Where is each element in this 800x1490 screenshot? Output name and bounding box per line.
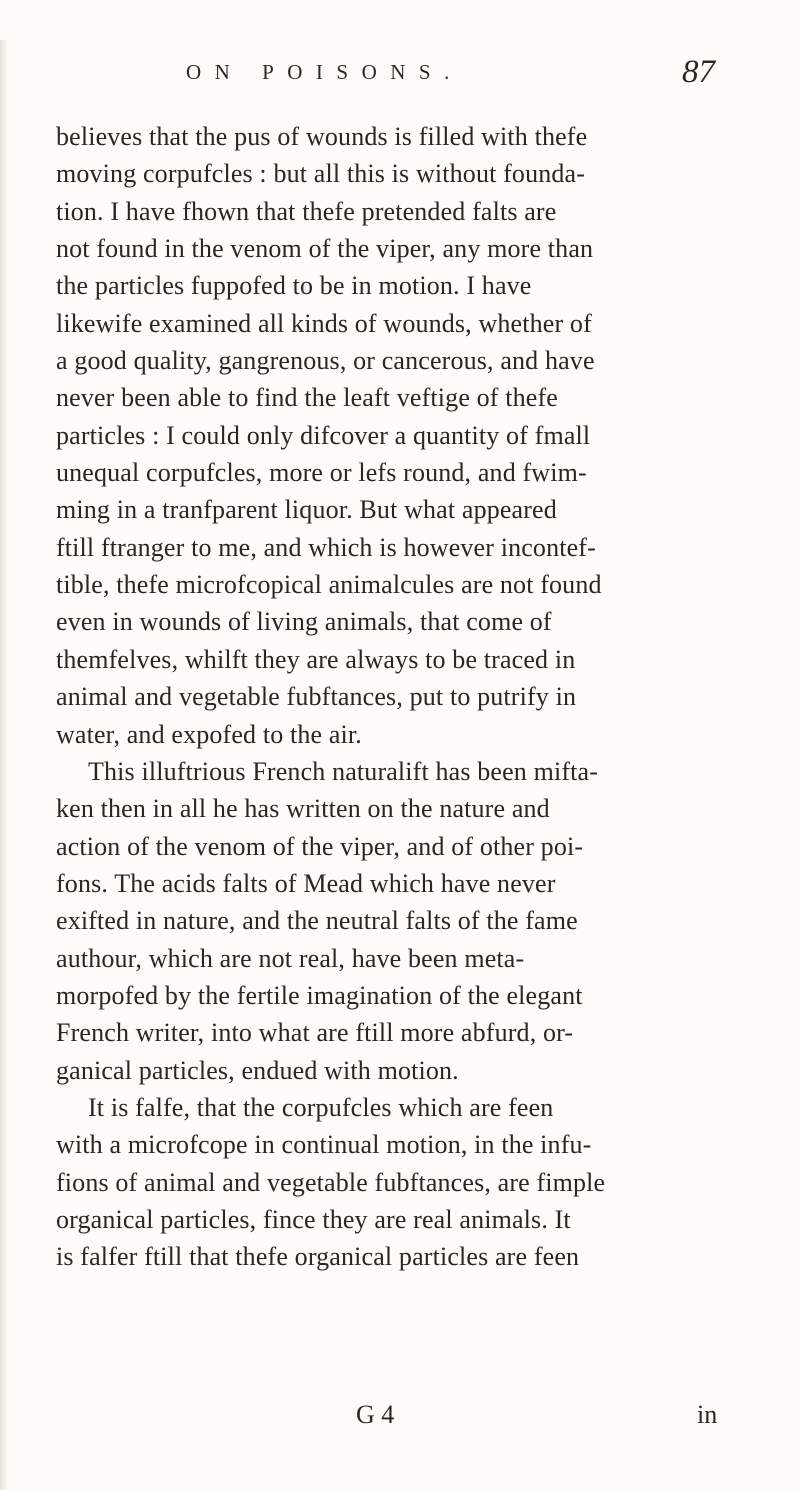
- text-line: unequal corpufcles, more or lefs round, and fwim-: [56, 458, 587, 488]
- body-text: [56, 118, 776, 1276]
- binding-shadow: [0, 40, 8, 1490]
- text-line: action of the venom of the viper, and of other poi-: [56, 831, 584, 861]
- text-line: fons. The acids falts of Mead which have never: [56, 868, 556, 898]
- text-line: morpofed by the fertile imagination of the elegant: [56, 980, 583, 1010]
- text-line: likewife examined all kinds of wounds, whether of: [56, 308, 592, 338]
- text-line: ken then in all he has written on the nature and: [56, 794, 550, 824]
- text-line: organical particles, fince they are real animals. It: [56, 1204, 571, 1234]
- text-line: a good quality, gangrenous, or cancerous, and have: [56, 346, 595, 376]
- text-line: the particles fuppofed to be in motion. I have: [56, 271, 532, 301]
- text-line: believes that the pus of wounds is filled with thefe: [56, 122, 588, 151]
- text-line: French writer, into what are ftill more abfurd, or-: [56, 1018, 574, 1048]
- text-line: even in wounds of living animals, that come of: [56, 607, 552, 637]
- text-line: fions of animal and vegetable fubftances, are fimple: [56, 1167, 606, 1197]
- text-line: not found in the venom of the viper, any more than: [56, 234, 594, 264]
- text-line: ganical particles, endued with motion.: [56, 1055, 459, 1085]
- text-line: ming in a tranfparent liquor. But what appeared: [56, 495, 557, 525]
- text-line: ftill ftranger to me, and which is however incontef-: [56, 532, 596, 562]
- text-line: moving corpufcles : but all this is without founda-: [56, 159, 586, 189]
- text-line: authour, which are not real, have been meta-: [56, 943, 525, 973]
- catchword: in: [697, 1400, 718, 1429]
- running-head: [0, 54, 800, 94]
- page-footer: [0, 1396, 800, 1436]
- running-title: ON POISONS.: [186, 60, 463, 84]
- text-line: themfelves, whilft they are always to be traced in: [56, 644, 576, 674]
- signature-mark: G 4: [356, 1400, 395, 1429]
- text-line: is falfer ftill that thefe organical particles are feen: [56, 1242, 580, 1272]
- text-line: tion. I have fhown that thefe pretended falts are: [56, 196, 557, 226]
- text-line: with a microfcope in continual motion, in the infu-: [56, 1130, 592, 1160]
- text-line: never been able to find the leaft veftige of thefe: [56, 383, 558, 413]
- text-line: particles : I could only difcover a quantity of fmall: [56, 420, 591, 450]
- paragraph-start-line: This illuftrious French naturalift has been mifta-: [88, 756, 599, 786]
- paragraph-start-line: It is falfe, that the corpufcles which are feen: [88, 1092, 554, 1122]
- text-line: animal and vegetable fubftances, put to putrify in: [56, 682, 577, 712]
- text-line: exifted in nature, and the neutral falts of the fame: [56, 906, 578, 936]
- text-line: tible, thefe microfcopical animalcules are not found: [56, 570, 602, 600]
- page-number: 87: [682, 54, 715, 90]
- text-line: water, and expofed to the air.: [56, 719, 362, 749]
